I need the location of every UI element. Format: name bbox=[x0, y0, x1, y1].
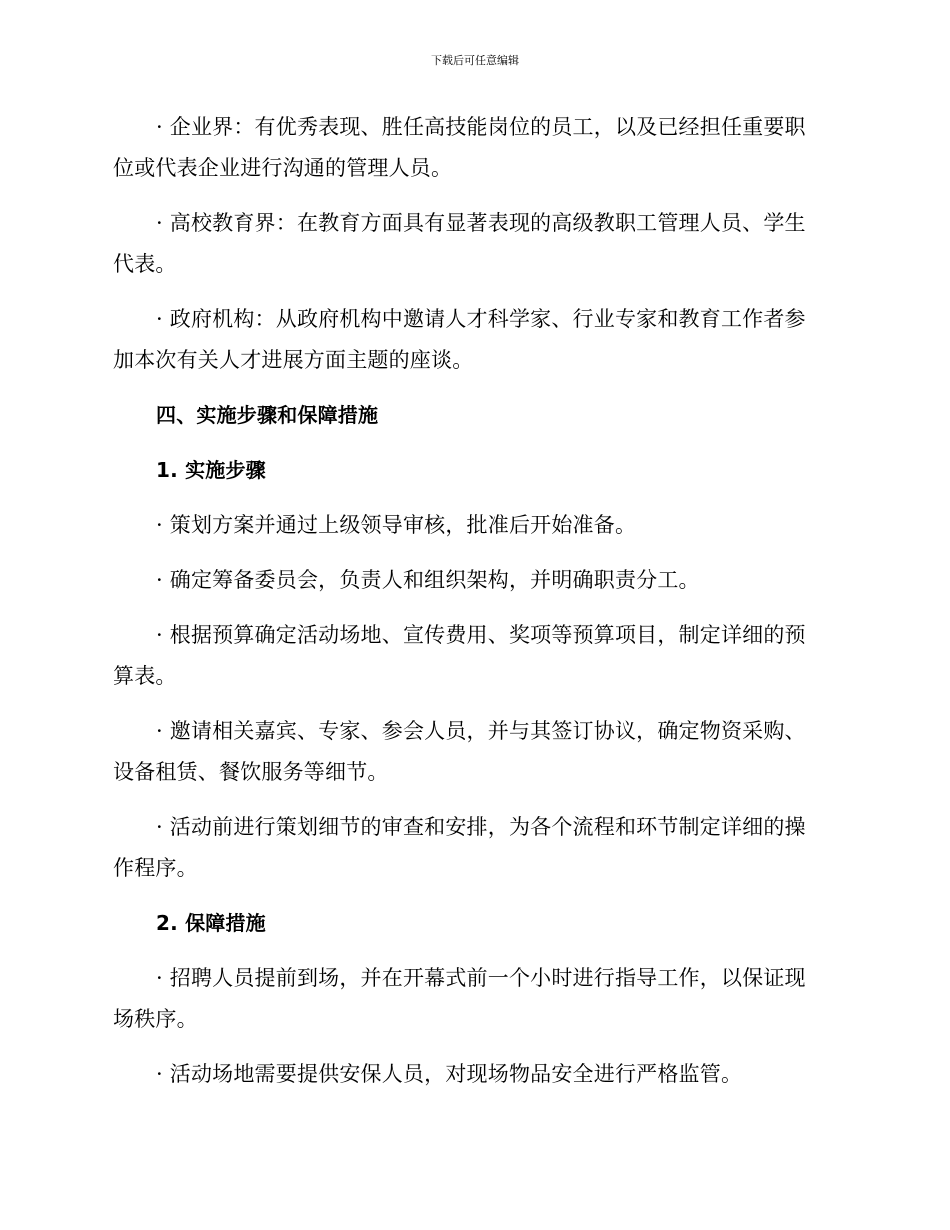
safeguard-item: · 活动场地需要提供安保人员，对现场物品安全进行严格监管。 bbox=[156, 1062, 743, 1086]
paragraph-university: · 高校教育界：在教育方面具有显著表现的高级教职工管理人员、学生代表。 bbox=[113, 211, 806, 276]
safeguard-item: · 招聘人员提前到场，并在开幕式前一个小时进行指导工作，以保证现场秩序。 bbox=[113, 966, 806, 1031]
document-body bbox=[113, 107, 823, 1095]
paragraph-enterprise: · 企业界：有优秀表现、胜任高技能岗位的员工，以及已经担任重要职位或代表企业进行沟通的管理人员。 bbox=[113, 115, 806, 180]
step-item: · 根据预算确定活动场地、宣传费用、奖项等预算项目，制定详细的预算表。 bbox=[113, 623, 806, 688]
step-item: · 确定筹备委员会，负责人和组织架构，并明确职责分工。 bbox=[156, 568, 700, 592]
step-item: · 活动前进行策划细节的审查和安排，为各个流程和环节制定详细的操作程序。 bbox=[113, 815, 806, 880]
subsection-heading-safeguards: 2. 保障措施 bbox=[156, 911, 266, 935]
subsection-heading-steps: 1. 实施步骤 bbox=[156, 458, 266, 482]
step-item: · 策划方案并通过上级领导审核，批准后开始准备。 bbox=[156, 513, 637, 537]
page-header: 下载后可任意编辑 bbox=[431, 54, 519, 67]
section-heading: 四、实施步骤和保障措施 bbox=[156, 403, 379, 427]
step-item: · 邀请相关嘉宾、专家、参会人员，并与其签订协议，确定物资采购、设备租赁、餐饮服务等细节。 bbox=[113, 719, 806, 784]
paragraph-government: · 政府机构：从政府机构中邀请人才科学家、行业专家和教育工作者参加本次有关人才进展方面主题的座谈。 bbox=[113, 307, 806, 372]
